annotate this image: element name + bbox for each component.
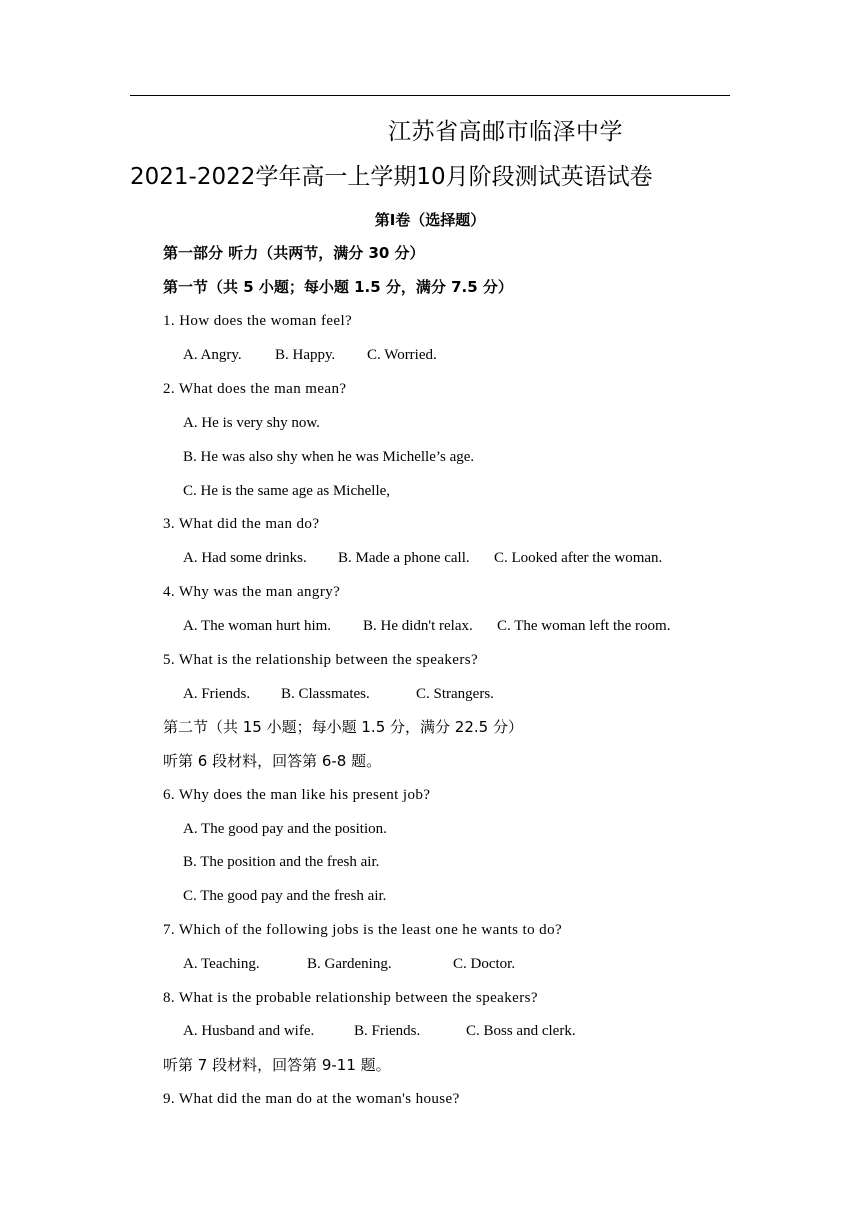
option-b: B. Classmates. <box>281 686 370 702</box>
question-9: 9. What did the man do at the woman's house? <box>163 1091 460 1107</box>
question-5-options <box>183 684 494 704</box>
option-b: B. The position and the fresh air. <box>183 854 380 870</box>
question-7: 7. Which of the following jobs is the least one he wants to do? <box>163 922 563 938</box>
exam-title: 2021-2022学年高一上学期10月阶段测试英语试卷 <box>130 164 653 190</box>
section1-heading: 第一节（共 5 小题；每小题 1.5 分，满分 7.5 分） <box>163 278 513 296</box>
question-2: 2. What does the man mean? <box>163 381 347 397</box>
option-a: A. Teaching. <box>183 956 260 972</box>
option-c: C. Worried. <box>367 347 437 363</box>
question-6: 6. Why does the man like his present job? <box>163 787 431 803</box>
question-1: 1. How does the woman feel? <box>163 313 353 329</box>
header-rule <box>130 95 730 96</box>
option-a: A. Angry. <box>183 347 242 363</box>
option-b: B. He didn't relax. <box>363 618 473 634</box>
option-c: C. He is the same age as Michelle, <box>183 483 391 499</box>
option-b: B. Happy. <box>275 347 336 363</box>
school-title: 江苏省高邮市临泽中学 <box>388 119 623 145</box>
question-3: 3. What did the man do? <box>163 516 320 532</box>
material-6-instruction: 听第 6 段材料，回答第 6-8 题。 <box>163 752 382 770</box>
option-a: A. Husband and wife. <box>183 1023 315 1039</box>
option-b: B. Friends. <box>354 1023 421 1039</box>
option-a: A. Friends. <box>183 686 251 702</box>
material-7-instruction: 听第 7 段材料，回答第 9-11 题。 <box>163 1056 391 1074</box>
question-1-options <box>183 345 437 365</box>
question-3-options <box>183 548 662 568</box>
option-a: A. The good pay and the position. <box>183 821 387 837</box>
option-b: B. Gardening. <box>307 956 392 972</box>
part1-heading: 第一部分 听力（共两节，满分 30 分） <box>163 244 425 262</box>
volume-heading: 第Ⅰ卷（选择题） <box>374 211 486 229</box>
question-8-options <box>183 1021 576 1041</box>
option-c: C. The woman left the room. <box>497 618 671 634</box>
option-a: A. Had some drinks. <box>183 550 307 566</box>
option-c: C. Boss and clerk. <box>466 1023 576 1039</box>
question-4-options <box>183 616 670 636</box>
option-a: A. He is very shy now. <box>183 415 320 431</box>
section2-heading: 第二节（共 15 小题；每小题 1.5 分，满分 22.5 分） <box>163 718 523 736</box>
option-c: C. Looked after the woman. <box>494 550 663 566</box>
question-5: 5. What is the relationship between the speakers? <box>163 652 479 668</box>
question-8: 8. What is the probable relationship between the speakers? <box>163 990 538 1006</box>
option-c: C. Strangers. <box>416 686 494 702</box>
option-c: C. Doctor. <box>453 956 516 972</box>
option-c: C. The good pay and the fresh air. <box>183 888 387 904</box>
option-b: B. He was also shy when he was Michelle’s age. <box>183 449 475 465</box>
question-7-options <box>183 954 515 974</box>
option-b: B. Made a phone call. <box>338 550 470 566</box>
option-a: A. The woman hurt him. <box>183 618 332 634</box>
question-4: 4. Why was the man angry? <box>163 584 341 600</box>
